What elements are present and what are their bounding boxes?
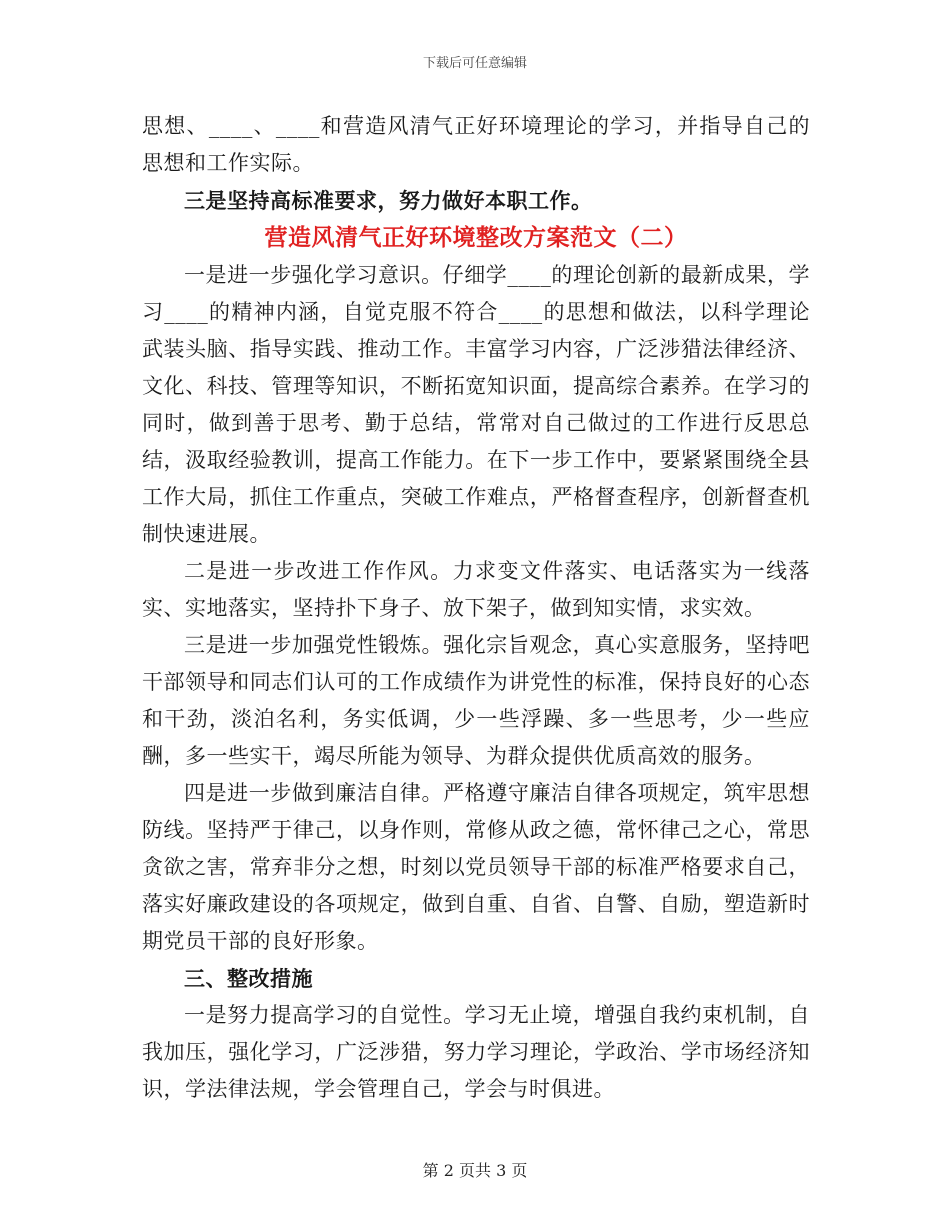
section-heading-measures: 三、整改措施	[184, 966, 313, 991]
document-title: 营造风清气正好环境整改方案范文（二）	[264, 224, 688, 251]
paragraph-work-style: 二是进一步改进工作作风。力求变文件落实、电话落实为一线落实、实地落实，坚持扑下身子、放下架子，做到知实情，求实效。	[142, 559, 810, 620]
page-footer: 第 2 页共 3 页	[422, 1161, 528, 1180]
paragraph-integrity: 四是进一步做到廉洁自律。严格遵守廉洁自律各项规定，筑牢思想防线。坚持严于律己，以身作则，常修从政之德，常怀律己之心，常思贪欲之害，常弃非分之想，时刻以党员领导干部的标准严格要求自己，落实好廉政建设的各项规定，做到自重、自省、自警、自励，塑造新时期党员干部的良好形象。	[142, 781, 810, 953]
page-header: 下载后可任意编辑	[422, 56, 527, 71]
paragraph-party-spirit: 三是进一步加强党性锻炼。强化宗旨观念，真心实意服务，坚持吧干部领导和同志们认可的工作成绩作为讲党性的标准，保持良好的心态和干劲，淡泊名利，务实低调，少一些浮躁、多一些思考，少一些应酬，多一些实干，竭尽所能为领导、为群众提供优质高效的服务。	[142, 633, 810, 768]
paragraph-measure-one: 一是努力提高学习的自觉性。学习无止境，增强自我约束机制，自我加压，强化学习，广泛涉猎，努力学习理论，学政治、学市场经济知识，学法律法规，学会管理自己，学会与时俱进。	[142, 1003, 810, 1101]
paragraph-point-three: 三是坚持高标准要求，努力做好本职工作。	[184, 188, 593, 213]
paragraph-study: 一是进一步强化学习意识。仔细学____的理论创新的最新成果，学习____的精神内涵，自觉克服不符合____的思想和做法，以科学理论武装头脑、指导实践、推动工作。丰富学习内容，广泛涉猎法律经济、文化、科技、管理等知识，不断拓宽知识面，提高综合素养。在学习的同时，做到善于思考、勤于总结，常常对自己做过的工作进行反思总结，汲取经验教训，提高工作能力。在下一步工作中，要紧紧围绕全县工作大局，抓住工作重点，突破工作难点，严格督查程序，创新督查机制快速进展。	[142, 263, 810, 546]
document-body	[142, 108, 810, 1108]
paragraph-continuation: 思想、____、____和营造风清气正好环境理论的学习，并指导自己的思想和工作实际。	[142, 114, 810, 175]
